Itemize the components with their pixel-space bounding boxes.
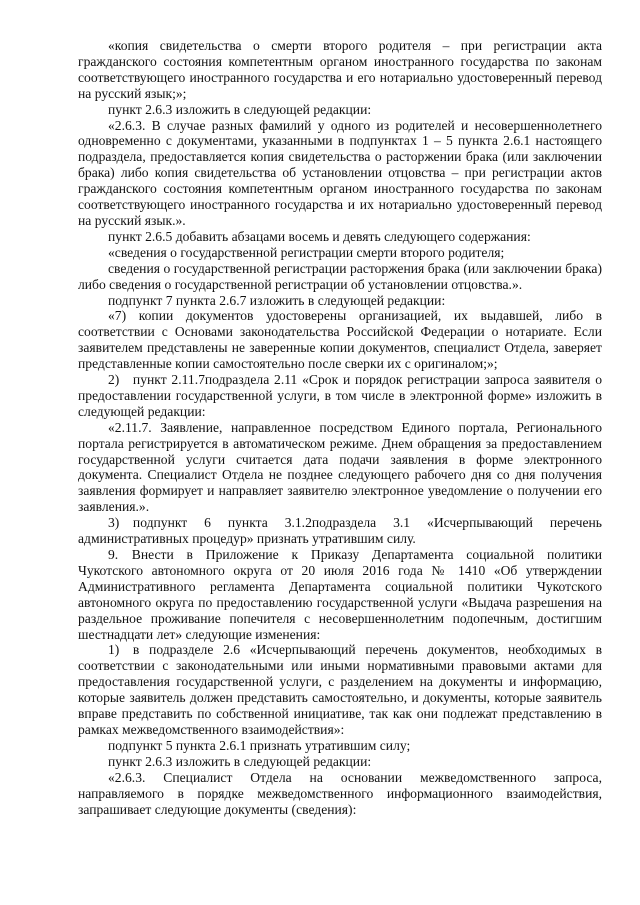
paragraph-death-registration: «сведения о государственной регистрации смерти второго родителя; <box>108 244 505 260</box>
paragraph-item-2: 2) пункт 2.11.7подраздела 2.11 «Срок и порядок регистрации запроса заявителя о предоставлении государственной услуги, в том числе в электронной форме» изложить в следующей редакции: <box>78 372 602 419</box>
paragraph-item-9: 9. Внести в Приложение к Приказу Департамента социальной политики Чукотского автономного округа от 20 июля 2016 года № 1410 «Об утверждении Административного регламента Департамента социальной политики Чукотского автономного округа по предоставлению государственной услуги «Выдача разрешения на раздельное проживание попечителя с несовершеннолетним подопечным, достигшим шестнадцати лет» следующие изменения: <box>78 547 602 642</box>
paragraph-2-6-3-edit-second: пункт 2.6.3 изложить в следующей редакции: <box>108 753 372 769</box>
paragraph-2-6-3-text: «2.6.3. В случае разных фамилий у одного из родителей и несовершеннолетнего одновременно с документами, указанными в подпунктах 1 – 5 пункта 2.6.1 настоящего подраздела, предоставляется копия свидетельства о расторжении брака (или заключении брака) либо копия свидетельства об установлении отцовства – при регистрации актов гражданского состояния компетентным органом иностранного государства по законам соответствующего иностранного государства и их нотариально удостоверенный перевод на русский язык.». <box>78 117 602 228</box>
paragraph-2-11-7-text: «2.11.7. Заявление, направленное посредством Единого портала, Регионального портала регистрируется в автоматическом режиме. Днем обращения за предоставлением государственной услуги считается дата подачи заявления в форме электронного документа. Специалист Отдела не позднее следующего рабочего дня со дня получения заявления формирует и направляет заявителю электронное уведомление о получении его заявления.». <box>78 419 602 515</box>
paragraph-2-6-5-add: пункт 2.6.5 добавить абзацами восемь и девять следующего содержания: <box>108 228 531 244</box>
paragraph-2-6-1-void: подпункт 5 пункта 2.6.1 признать утратившим силу; <box>108 737 411 753</box>
paragraph-2-6-3-specialist: «2.6.3. Специалист Отдела на основании межведомственного запроса, направляемого в порядке межведомственного информационного взаимодействия, запрашивает следующие документы (сведения): <box>78 769 602 817</box>
paragraph-copies-certified: «7) копии документов удостоверены организацией, их выдавшей, либо в соответствии с Основами законодательства Российской Федерации о нотариате. Если заявителем представлены не заверенные копии документов, специалист Отдела, заверяет представленные копии самостоятельно после сверки их с оригиналом;»; <box>78 308 602 372</box>
paragraph-subsection-2-6: 1) в подразделе 2.6 «Исчерпывающий перечень документов, необходимых в соответствии с законодательными или иными нормативными правовыми актами для предоставления государственной услуги, с разделением на документы и информацию, которые заявитель должен представить самостоятельно, и документы, которые заявитель вправе представить по собственной инициативе, так как они подлежат представлению в рамках межведомственного взаимодействия»: <box>78 642 602 737</box>
paragraph-death-certificate-copy: «копия свидетельства о смерти второго родителя – при регистрации акта гражданского состояния компетентным органом иностранного государства по законам соответствующего иностранного государства и его нотариально удостоверенный перевод на русский язык;»; <box>78 38 602 101</box>
paragraph-divorce-registration: сведения о государственной регистрации расторжения брака (или заключении брака) либо сведения о государственной регистрации об установлении отцовства.». <box>78 260 602 292</box>
paragraph-item-3: 3) подпункт 6 пункта 3.1.2подраздела 3.1 «Исчерпывающий перечень административных процедур» признать утратившим силу. <box>78 515 602 547</box>
paragraph-2-6-7-edit: подпункт 7 пункта 2.6.7 изложить в следующей редакции: <box>108 292 446 308</box>
paragraph-2-6-3-edit: пункт 2.6.3 изложить в следующей редакции: <box>108 101 372 117</box>
